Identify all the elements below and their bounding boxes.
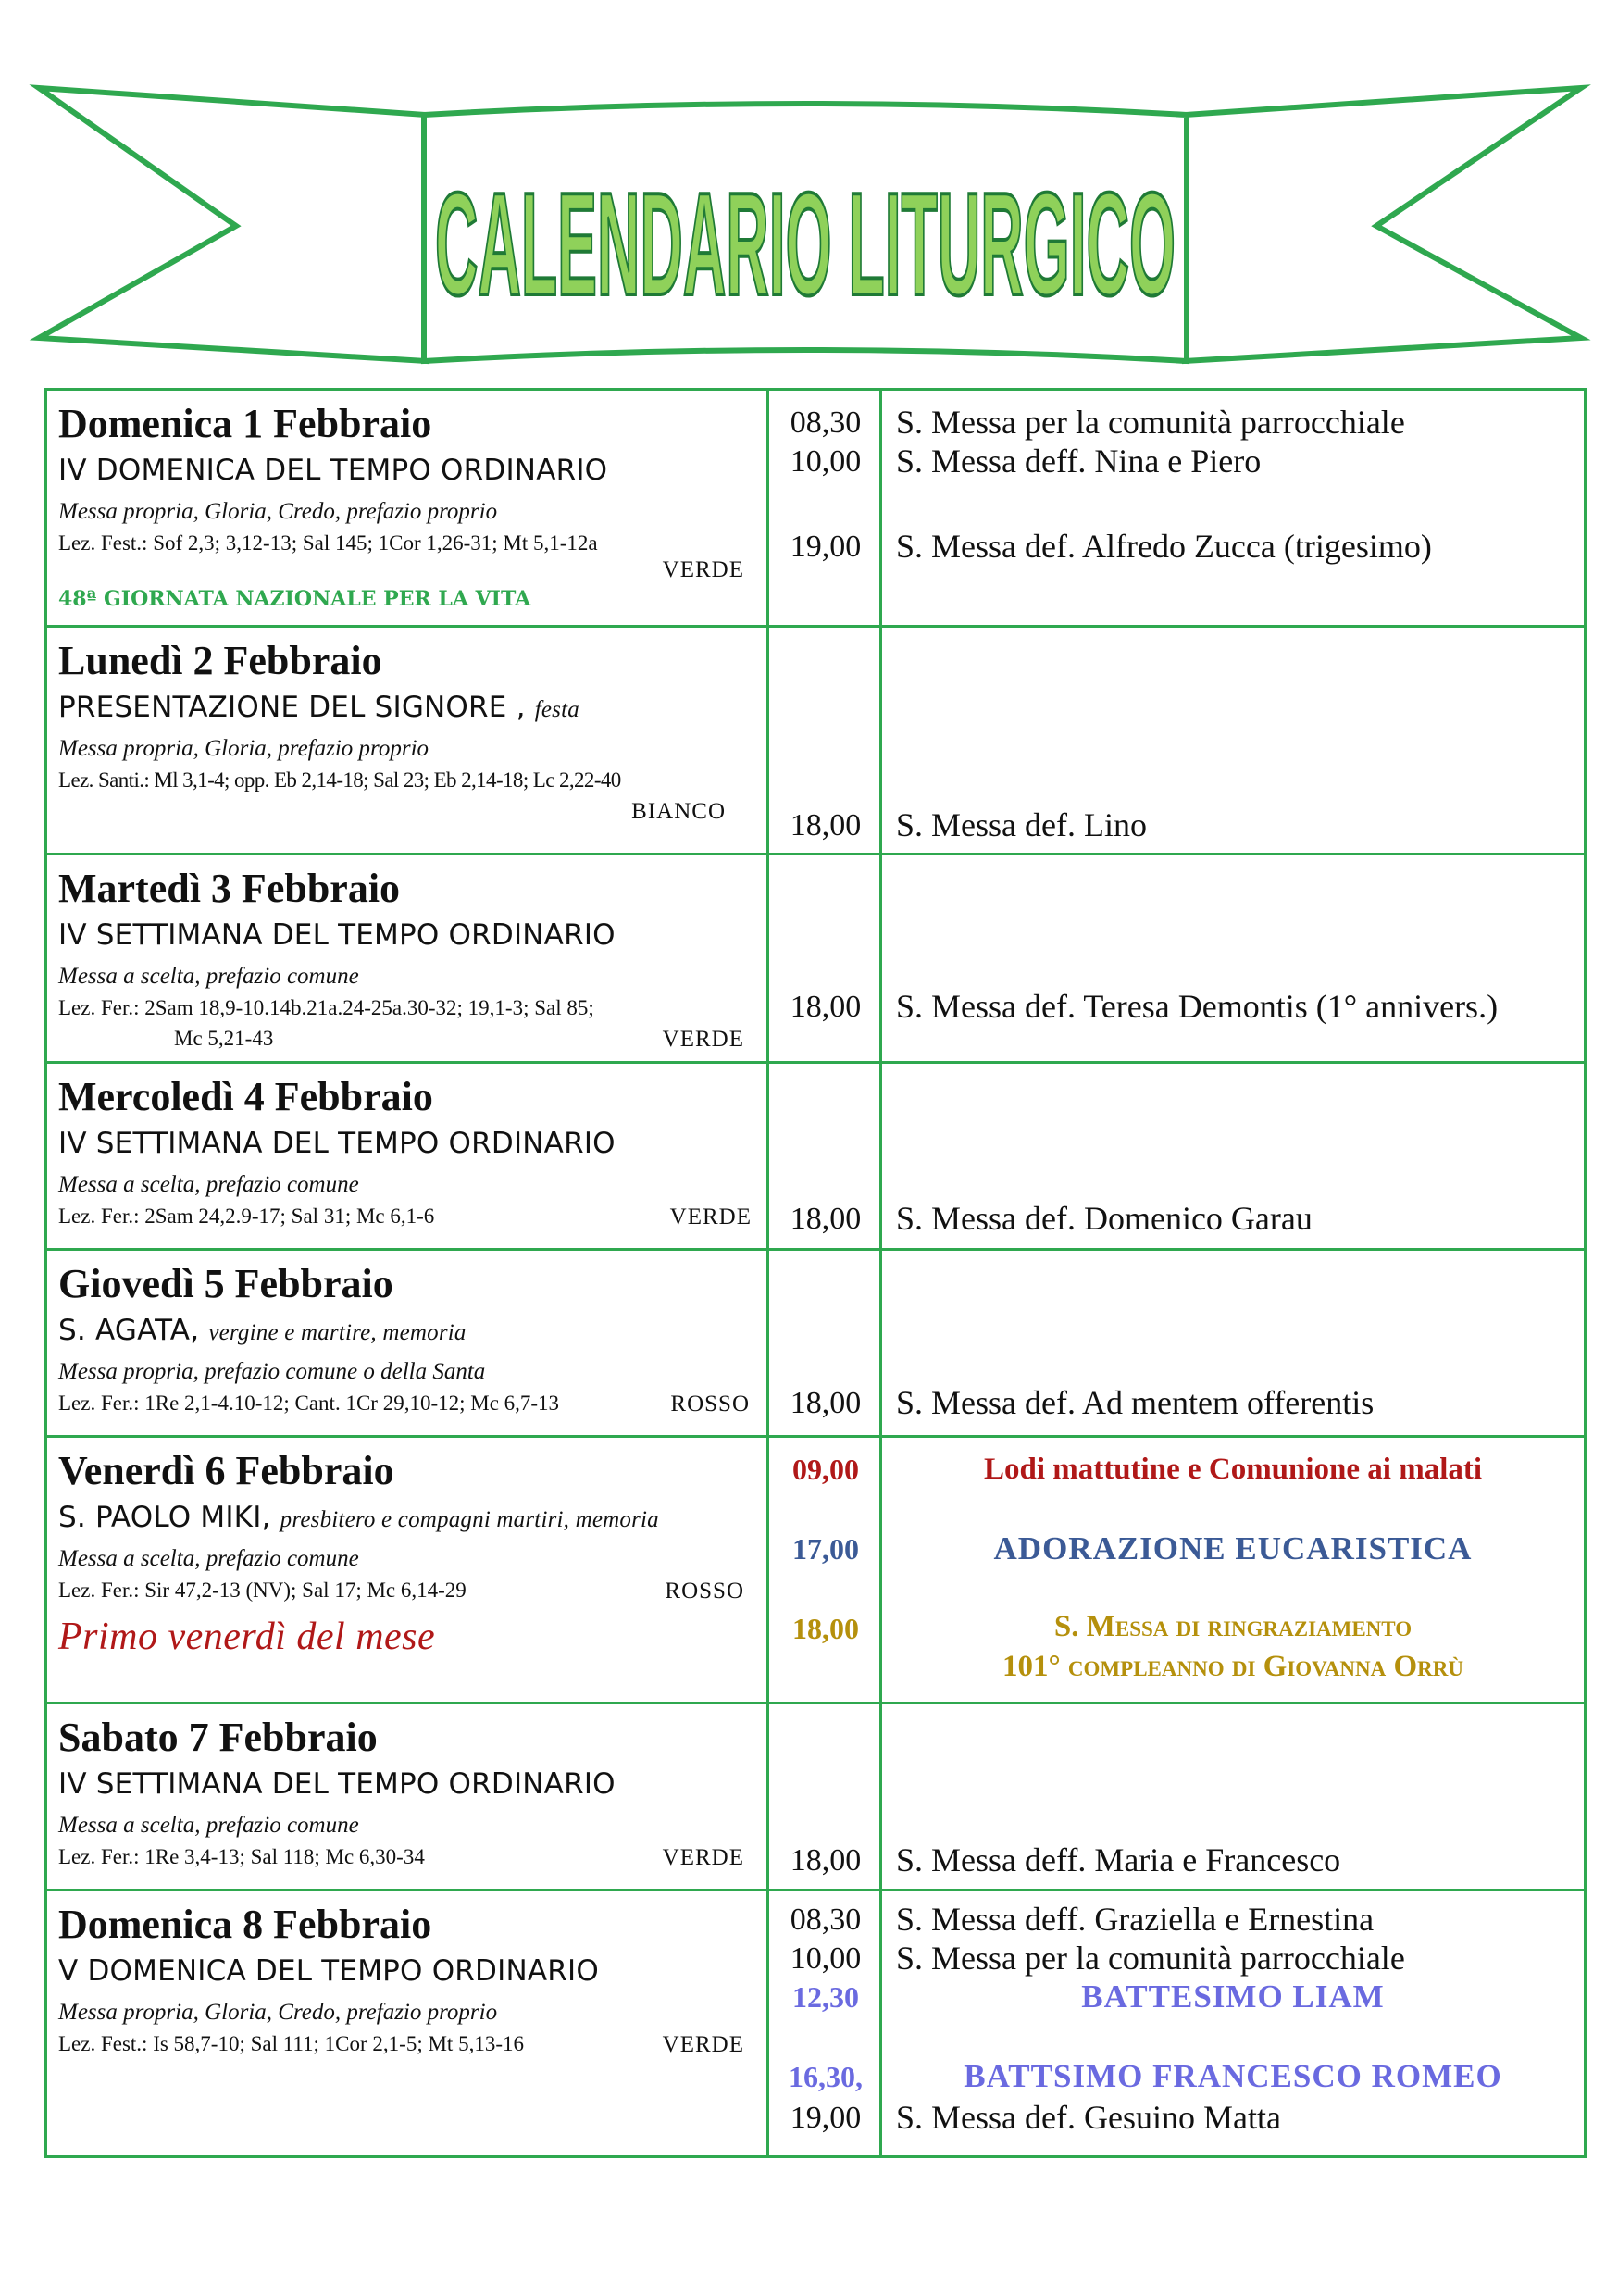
day-info [46,1063,768,1250]
special-note: 48ª GIORNATA NAZIONALE PER LA VITA [58,587,531,611]
celebration: IV SETTIMANA DEL TEMPO ORDINARIO [58,1127,616,1160]
calendar-table [44,388,1587,2158]
special-note: Primo venerdì del mese [58,1616,436,1658]
service-time: 18,00 [790,808,862,842]
services-cell [881,390,1586,627]
service-time: 08,30 [790,406,862,440]
messa-info: Messa propria, Gloria, Credo, prefazio proprio [58,499,498,524]
celebration-rank: festa [534,697,579,722]
times-cell [768,390,881,627]
service-time: 10,00 [790,444,862,479]
messa-info: Messa a scelta, prefazio comune [58,964,359,989]
day-name: Giovedì 5 Febbraio [58,1261,393,1306]
letture: Lez. Fer.: 1Re 3,4-13; Sal 118; Mc 6,30-34 [58,1845,425,1868]
service-text: BATTESIMO LIAM [1081,1978,1385,2015]
service-text-continued: 101° compleanno di Giovanna Orrù [1002,1650,1463,1683]
messa-info: Messa a scelta, prefazio comune [58,1172,359,1197]
times-cell [768,1890,881,2157]
letture: Lez. Fest.: Sof 2,3; 3,12-13; Sal 145; 1Cor 1,26-31; Mt 5,1-12a [58,531,598,555]
letture: Lez. Fest.: Is 58,7-10; Sal 111; 1Cor 2,1-5; Mt 5,13-16 [58,2032,524,2055]
services-cell [881,1890,1586,2157]
service-text: ADORAZIONE EUCARISTICA [993,1530,1473,1566]
table-row [46,1703,1586,1890]
service-time: 08,30 [790,1903,862,1937]
services-cell [881,1703,1586,1890]
celebration: IV SETTIMANA DEL TEMPO ORDINARIO [58,918,616,952]
service-text: S. Messa per la comunità parrocchiale [896,404,1405,441]
service-text: S. Messa def. Ad mentem offerentis [896,1384,1375,1421]
messa-info: Messa a scelta, prefazio comune [58,1813,359,1838]
day-info [46,1703,768,1890]
celebration: IV SETTIMANA DEL TEMPO ORDINARIO [58,1767,616,1801]
title-banner [0,0,1618,389]
service-time: 12,30 [792,1980,859,2014]
page-title: CALENDARIO LITURGICO [435,163,1176,326]
service-text: S. Messa def. Teresa Demontis (1° annivers.) [896,988,1499,1025]
day-name: Domenica 1 Febbraio [58,401,432,446]
table-row [46,1063,1586,1250]
celebration-title: S. AGATA, [58,1314,200,1347]
times-cell [768,1437,881,1703]
celebration [58,1501,659,1534]
celebration: IV DOMENICA DEL TEMPO ORDINARIO [58,454,608,487]
service-text: S. Messa def. Alfredo Zucca (trigesimo) [896,528,1432,565]
day-name: Martedì 3 Febbraio [58,866,401,911]
table-row [46,390,1586,627]
messa-info: Messa a scelta, prefazio comune [58,1546,359,1571]
liturgical-color: ROSSO [665,1578,744,1603]
service-text: Lodi mattutine e Comunione ai malati [983,1453,1483,1486]
letture-continued: Mc 5,21-43 [174,1027,274,1050]
day-name: Venerdì 6 Febbraio [58,1448,394,1493]
celebration [58,691,579,724]
letture: Lez. Fer.: 2Sam 24,2.9-17; Sal 31; Mc 6,1-6 [58,1204,435,1228]
services-cell [881,1063,1586,1250]
table-row [46,627,1586,855]
service-time: 18,00 [790,1386,862,1420]
day-info [46,1890,768,2157]
liturgical-color: ROSSO [670,1391,750,1416]
service-text: S. Messa deff. Maria e Francesco [896,1841,1341,1878]
celebration-title: S. PAOLO MIKI, [58,1501,271,1534]
service-time: 17,00 [792,1532,859,1566]
letture: Lez. Fer.: 2Sam 18,9-10.14b.21a.24-25a.30-32; 19,1-3; Sal 85; [58,996,594,1019]
day-info [46,855,768,1063]
table-row [46,1250,1586,1437]
liturgical-color: BIANCO [631,799,726,824]
times-cell [768,1703,881,1890]
service-time: 18,00 [790,1202,862,1236]
day-info [46,1250,768,1437]
celebration: V DOMENICA DEL TEMPO ORDINARIO [58,1954,599,1988]
service-time: 19,00 [790,2101,862,2135]
day-info [46,390,768,627]
service-text: BATTSIMO FRANCESCO ROMEO [964,2058,1502,2094]
letture: Lez. Fer.: 1Re 2,1-4.10-12; Cant. 1Cr 29,10-12; Mc 6,7-13 [58,1391,560,1415]
banner-left-tail [39,88,426,361]
services-cell [881,627,1586,855]
times-cell [768,1063,881,1250]
table-row [46,1437,1586,1703]
service-time: 18,00 [790,990,862,1024]
day-name: Lunedì 2 Febbraio [58,638,382,683]
day-name: Sabato 7 Febbraio [58,1715,378,1760]
service-text: S. Messa def. Domenico Garau [896,1200,1313,1237]
messa-info: Messa propria, Gloria, Credo, prefazio proprio [58,2000,498,2025]
day-info [46,1437,768,1703]
service-text: S. Messa deff. Graziella e Ernestina [896,1901,1375,1938]
liturgical-color: VERDE [662,1845,744,1870]
service-text: S. Messa di ringraziamento [1053,1610,1413,1643]
celebration-rank: presbitero e compagni martiri, memoria [280,1507,659,1532]
service-time: 16,30, [789,2060,863,2093]
services-cell [881,1437,1586,1703]
celebration-title: PRESENTAZIONE DEL SIGNORE , [58,691,526,724]
letture: Lez. Santi.: Ml 3,1-4; opp. Eb 2,14-18; Sal 23; Eb 2,14-18; Lc 2,22-40 [58,768,621,792]
service-time: 19,00 [790,530,862,564]
messa-info: Messa propria, prefazio comune o della Santa [58,1359,486,1384]
service-text: S. Messa def. Gesuino Matta [896,2099,1281,2136]
messa-info: Messa propria, Gloria, prefazio proprio [58,736,429,761]
service-text: S. Messa def. Lino [896,806,1147,843]
liturgical-color: VERDE [662,2032,744,2057]
service-text: S. Messa deff. Nina e Piero [896,443,1262,480]
times-cell [768,855,881,1063]
services-cell [881,855,1586,1063]
times-cell [768,1250,881,1437]
service-text: S. Messa per la comunità parrocchiale [896,1940,1405,1977]
services-cell [881,1250,1586,1437]
times-cell [768,627,881,855]
day-name: Mercoledì 4 Febbraio [58,1074,433,1119]
celebration [58,1314,467,1347]
banner-right-tail [1185,88,1581,361]
table-row [46,1890,1586,2157]
day-info [46,627,768,855]
table-row [46,855,1586,1063]
service-time: 09,00 [792,1453,859,1486]
day-name: Domenica 8 Febbraio [58,1902,432,1947]
liturgical-color: VERDE [669,1204,752,1229]
letture: Lez. Fer.: Sir 47,2-13 (NV); Sal 17; Mc 6,14-29 [58,1578,467,1602]
service-time: 18,00 [790,1843,862,1878]
service-time: 10,00 [790,1941,862,1976]
service-time: 18,00 [792,1612,859,1645]
liturgical-color: VERDE [662,557,744,582]
celebration-rank: vergine e martire, memoria [208,1320,467,1345]
liturgical-color: VERDE [662,1027,744,1052]
